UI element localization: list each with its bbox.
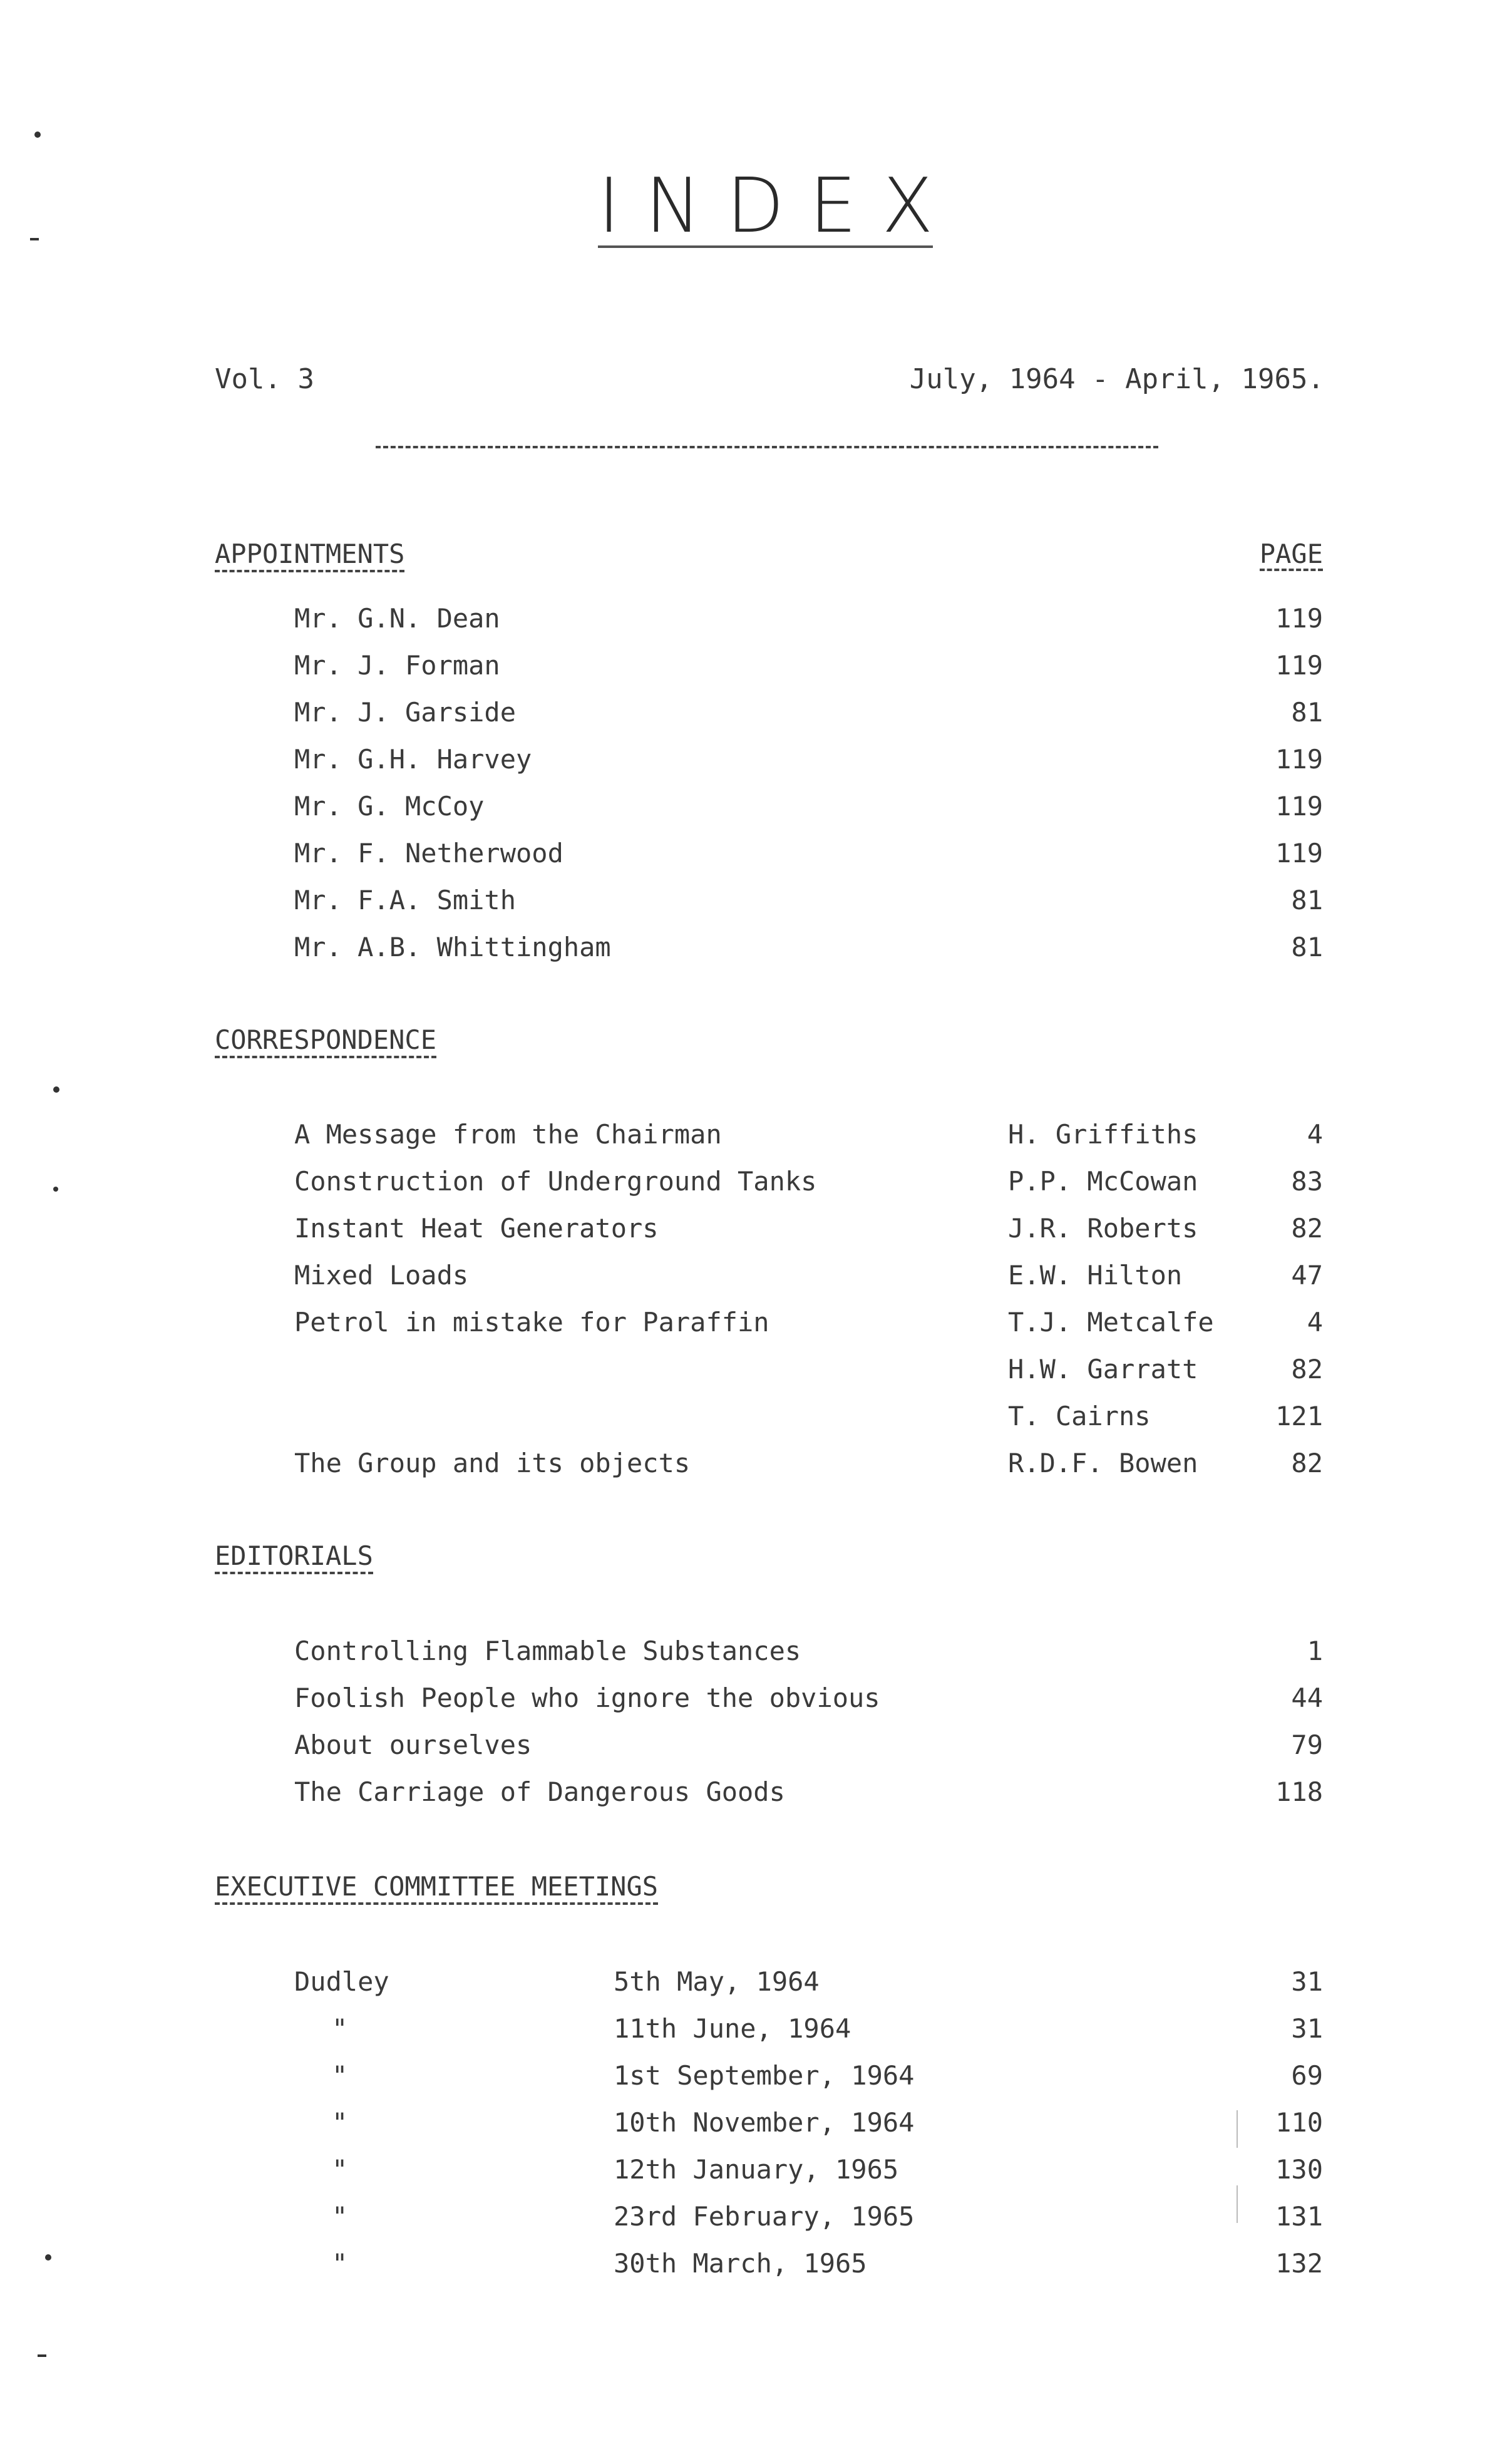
- page-number: 131: [1275, 2201, 1323, 2232]
- meeting-date: 30th March, 1965: [614, 2248, 867, 2279]
- meeting-place: ": [332, 2201, 348, 2232]
- page-number: 82: [1291, 1448, 1323, 1478]
- list-item: [294, 600, 1323, 637]
- author: H. Griffiths: [1008, 1119, 1198, 1150]
- list-item: [294, 2151, 1323, 2189]
- author: H.W. Garratt: [1008, 1354, 1198, 1384]
- appointee-name: Mr. G.N. Dean: [294, 603, 500, 634]
- list-item: [294, 1210, 1323, 1247]
- page-number: 83: [1291, 1166, 1323, 1197]
- page-number: 121: [1275, 1401, 1323, 1431]
- appointee-name: Mr. F.A. Smith: [294, 885, 517, 915]
- page-number: 82: [1291, 1354, 1323, 1384]
- list-item: [294, 2104, 1323, 2142]
- page-number: 132: [1275, 2248, 1323, 2279]
- page-number: 4: [1307, 1307, 1323, 1338]
- page-number: 31: [1291, 2013, 1323, 2044]
- period-label: July, 1964 - April, 1965.: [909, 363, 1324, 395]
- scan-speck: [53, 1086, 59, 1093]
- page-number: 119: [1275, 603, 1323, 634]
- meeting-place: ": [332, 2107, 348, 2138]
- list-item: [294, 1963, 1323, 2001]
- list-item: [294, 929, 1323, 966]
- page-number: 110: [1275, 2107, 1323, 2138]
- appointee-name: Mr. F. Netherwood: [294, 838, 563, 869]
- appointee-name: Mr. J. Garside: [294, 697, 517, 728]
- page-number: 119: [1275, 650, 1323, 681]
- appointee-name: Mr. G. McCoy: [294, 791, 485, 822]
- list-item: [294, 1773, 1323, 1811]
- subject: Instant Heat Generators: [294, 1213, 659, 1244]
- subject: A Message from the Chairman: [294, 1119, 722, 1150]
- list-item: [294, 1257, 1323, 1294]
- dashed-divider: [376, 446, 1158, 448]
- page-number: 119: [1275, 791, 1323, 822]
- editorial-title: Foolish People who ignore the obvious: [294, 1683, 880, 1713]
- volume-label: Vol. 3: [215, 363, 314, 395]
- author: J.R. Roberts: [1008, 1213, 1198, 1244]
- subject: The Group and its objects: [294, 1448, 691, 1478]
- list-item: [294, 1398, 1323, 1435]
- list-item: [294, 741, 1323, 778]
- list-item: [294, 1163, 1323, 1200]
- page-number: 81: [1291, 697, 1323, 728]
- meeting-place: Dudley: [294, 1966, 389, 1997]
- page-number: 69: [1291, 2060, 1323, 2091]
- list-item: [294, 1679, 1323, 1717]
- author: T.J. Metcalfe: [1008, 1307, 1214, 1338]
- list-item: [294, 835, 1323, 872]
- page-number: 118: [1275, 1776, 1323, 1807]
- section-heading-executive-committee: EXECUTIVE COMMITTEE MEETINGS: [215, 1872, 658, 1905]
- editorial-title: Controlling Flammable Substances: [294, 1636, 801, 1666]
- page-number: 130: [1275, 2154, 1323, 2185]
- list-item: [294, 694, 1323, 731]
- list-item: [294, 1304, 1323, 1341]
- meeting-date: 23rd February, 1965: [614, 2201, 915, 2232]
- page-number: 47: [1291, 1260, 1323, 1291]
- page-number: 82: [1291, 1213, 1323, 1244]
- section-heading-editorials: EDITORIALS: [215, 1542, 373, 1574]
- appointee-name: Mr. J. Forman: [294, 650, 500, 681]
- scan-speck: [38, 2354, 46, 2357]
- list-item: [294, 2010, 1323, 2048]
- list-item: [294, 1445, 1323, 1482]
- list-item: [294, 788, 1323, 825]
- page-number: 31: [1291, 1966, 1323, 1997]
- page-number: 81: [1291, 932, 1323, 962]
- meeting-place: ": [332, 2154, 348, 2185]
- scan-speck: [53, 1187, 58, 1192]
- page-number: 44: [1291, 1683, 1323, 1713]
- list-item: [294, 1726, 1323, 1764]
- list-item: [294, 2057, 1323, 2095]
- meeting-date: 1st September, 1964: [614, 2060, 915, 2091]
- scan-speck: [30, 238, 39, 240]
- appointee-name: Mr. G.H. Harvey: [294, 744, 532, 775]
- page-number: 79: [1291, 1730, 1323, 1760]
- section-heading-correspondence: CORRESPONDENCE: [215, 1026, 436, 1058]
- page-number: 119: [1275, 744, 1323, 775]
- list-item: [294, 2245, 1323, 2282]
- author: P.P. McCowan: [1008, 1166, 1198, 1197]
- title-underline: [598, 245, 933, 248]
- meeting-date: 10th November, 1964: [614, 2107, 915, 2138]
- list-item: [294, 882, 1323, 919]
- page-number: 81: [1291, 885, 1323, 915]
- appointee-name: Mr. A.B. Whittingham: [294, 932, 611, 962]
- meeting-date: 12th January, 1965: [614, 2154, 899, 2185]
- subject: Construction of Underground Tanks: [294, 1166, 817, 1197]
- page-title: INDEX: [598, 163, 959, 250]
- meeting-place: ": [332, 2248, 348, 2279]
- meeting-date: 5th May, 1964: [614, 1966, 820, 1997]
- editorial-title: The Carriage of Dangerous Goods: [294, 1776, 785, 1807]
- meeting-place: ": [332, 2060, 348, 2091]
- list-item: [294, 1632, 1323, 1670]
- list-item: [294, 1116, 1323, 1153]
- author: E.W. Hilton: [1008, 1260, 1183, 1291]
- section-heading-appointments: APPOINTMENTS: [215, 540, 404, 572]
- meeting-place: ": [332, 2013, 348, 2044]
- meeting-date: 11th June, 1964: [614, 2013, 851, 2044]
- page-number: 119: [1275, 838, 1323, 869]
- page-column-header: PAGE: [1260, 540, 1323, 571]
- author: R.D.F. Bowen: [1008, 1448, 1198, 1478]
- page-number: 4: [1307, 1119, 1323, 1150]
- author: T. Cairns: [1008, 1401, 1151, 1431]
- subject: Mixed Loads: [294, 1260, 469, 1291]
- editorial-title: About ourselves: [294, 1730, 532, 1760]
- list-item: [294, 2198, 1323, 2235]
- scan-speck: [45, 2254, 51, 2261]
- list-item: [294, 647, 1323, 684]
- scan-speck: [34, 131, 41, 138]
- list-item: [294, 1351, 1323, 1388]
- page-number: 1: [1307, 1636, 1323, 1666]
- subject: Petrol in mistake for Paraffin: [294, 1307, 769, 1338]
